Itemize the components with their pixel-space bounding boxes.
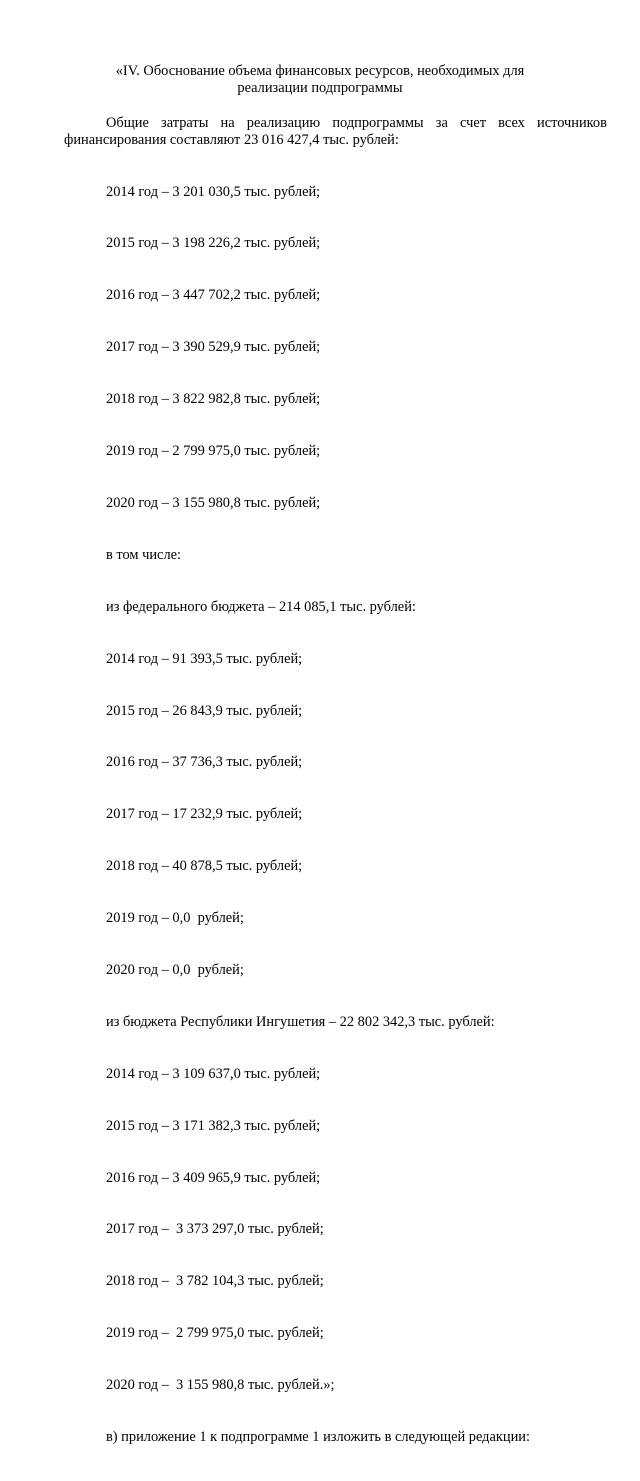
list-line: 2016 год – 37 736,3 тыс. рублей;	[106, 754, 303, 771]
list-line: 2016 год – 3 447 702,2 тыс. рублей;	[106, 287, 321, 304]
list-line: в том числе:	[106, 546, 182, 563]
list-line: 2014 год – 91 393,5 тыс. рублей;	[106, 650, 303, 667]
intro-word: подпрограммы	[332, 115, 424, 131]
list-line: в) приложение 1 к подпрограмме 1 изложить в следующей редакции:	[106, 1428, 530, 1445]
list-line: 2016 год – 3 409 965,9 тыс. рублей;	[106, 1169, 321, 1186]
intro-word: источников	[537, 115, 607, 131]
list-line: 2020 год – 3 155 980,8 тыс. рублей.»;	[106, 1377, 335, 1394]
intro-word: счет	[460, 115, 487, 131]
list-line: 2019 год – 2 799 975,0 тыс. рублей;	[106, 1325, 324, 1342]
list-line: 2017 год – 3 373 297,0 тыс. рублей;	[106, 1221, 324, 1238]
intro-paragraph	[64, 115, 607, 149]
list-line: 2018 год – 3 782 104,3 тыс. рублей;	[106, 1273, 324, 1290]
list-line: 2014 год – 3 201 030,5 тыс. рублей;	[106, 183, 321, 200]
intro-word: всех	[498, 115, 525, 131]
funding-list	[106, 149, 530, 1481]
list-line: 2018 год – 40 878,5 тыс. рублей;	[106, 858, 303, 875]
list-line: 2014 год – 3 109 637,0 тыс. рублей;	[106, 1065, 321, 1082]
list-line: из федерального бюджета – 214 085,1 тыс. рублей:	[106, 598, 416, 615]
list-line: 2015 год – 26 843,9 тыс. рублей;	[106, 702, 303, 719]
list-line: 2017 год – 3 390 529,9 тыс. рублей;	[106, 339, 321, 356]
list-line: 2018 год – 3 822 982,8 тыс. рублей;	[106, 391, 321, 408]
intro-word: за	[435, 115, 448, 131]
heading-line-2: реализации подпрограммы	[237, 80, 403, 96]
list-line: 2019 год – 0,0 рублей;	[106, 910, 244, 927]
intro-word: на	[220, 115, 235, 131]
list-line: 2017 год – 17 232,9 тыс. рублей;	[106, 806, 303, 823]
section-heading	[90, 63, 550, 97]
list-line: 2015 год – 3 198 226,2 тыс. рублей;	[106, 235, 321, 252]
list-line: 2020 год – 0,0 рублей;	[106, 961, 244, 978]
intro-word: Общие	[106, 115, 149, 131]
intro-line-2: финансирования составляют 23 016 427,4 тыс. рублей:	[64, 132, 399, 148]
intro-word: реализацию	[246, 115, 321, 131]
list-line: 2019 год – 2 799 975,0 тыс. рублей;	[106, 443, 321, 460]
intro-line-1	[64, 115, 607, 132]
list-line: 2020 год – 3 155 980,8 тыс. рублей;	[106, 494, 321, 511]
heading-line-1: «IV. Обоснование объема финансовых ресурсов, необходимых для	[115, 63, 525, 79]
intro-word: затраты	[161, 115, 209, 131]
list-line: 2015 год – 3 171 382,3 тыс. рублей;	[106, 1117, 321, 1134]
list-line: из бюджета Республики Ингушетия – 22 802 342,3 тыс. рублей:	[106, 1013, 495, 1030]
